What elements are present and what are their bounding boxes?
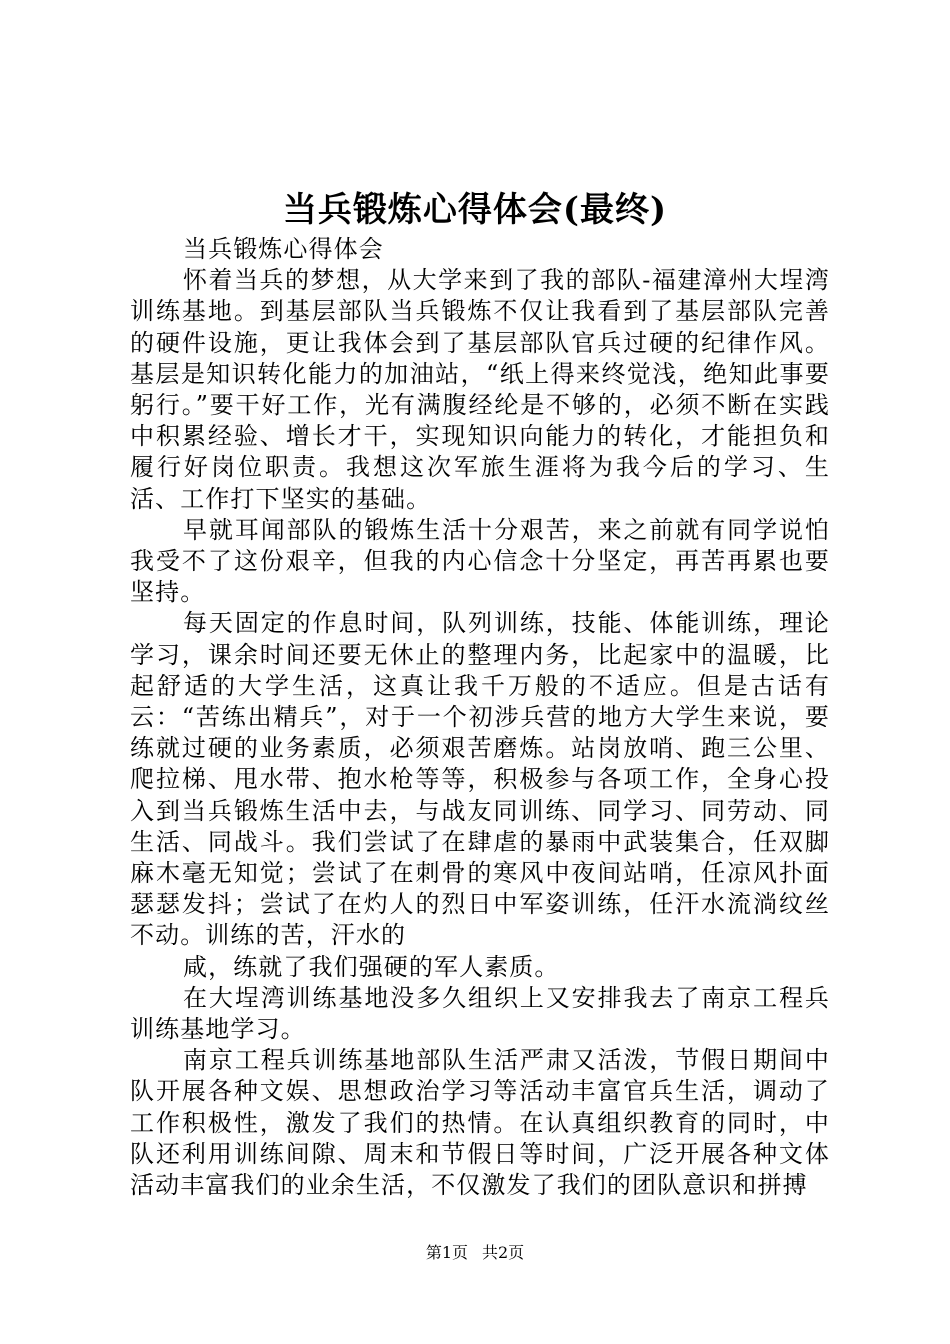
- page-footer: [0, 1241, 950, 1265]
- page-total: 共2页: [482, 1243, 525, 1262]
- paragraph-1: 怀着当兵的梦想，从大学来到了我的部队-福建漳州大埕湾训练基地。到基层部队当兵锻炼不仅让我看到了基层部队完善的硬件设施，更让我体会到了基层部队官兵过硬的纪律作风。基层是知识转化能力的加油站，“纸上得来终觉浅，绝知此事要躬行。”要干好工作，光有满腹经纶是不够的，必须不断在实践中积累经验、增长才干，实现知识向能力的转化，才能担负和履行好岗位职责。我想这次军旅生涯将为我今后的学习、生活、工作打下坚实的基础。: [130, 266, 830, 513]
- paragraph-6: 南京工程兵训练基地部队生活严肃又活泼，节假日期间中队开展各种文娱、思想政治学习等活动丰富官兵生活，调动了工作积极性，激发了我们的热情。在认真组织教育的同时，中队还利用训练间隙、周末和节假日等时间，广泛开展各种文体活动丰富我们的业余生活，不仅激发了我们的团队意识和拼搏: [130, 1046, 830, 1200]
- document-subtitle: 当兵锻炼心得体会: [183, 235, 384, 263]
- paragraph-3: 每天固定的作息时间，队列训练，技能、体能训练，理论学习，课余时间还要无休止的整理内务，比起家中的温暖，比起舒适的大学生活，这真让我千万般的不适应。但是古话有云：“苦练出精兵”，对于一个初涉兵营的地方大学生来说，要练就过硬的业务素质，必须艰苦磨炼。站岗放哨、跑三公里、爬拉梯、甩水带、抱水枪等等，积极参与各项工作，全身心投入到当兵锻炼生活中去，与战友同训练、同学习、同劳动、同生活、同战斗。我们尝试了在肆虐的暴雨中武装集合，任双脚麻木毫无知觉；尝试了在刺骨的寒风中夜间站哨，任凉风扑面瑟瑟发抖；尝试了在灼人的烈日中军姿训练，任汗水流淌纹丝不动。训练的苦，汗水的: [130, 609, 830, 950]
- document-body: [130, 234, 830, 1201]
- paragraph-2: 早就耳闻部队的锻炼生活十分艰苦，来之前就有同学说怕我受不了这份艰辛，但我的内心信念十分坚定，再苦再累也要坚持。: [130, 515, 830, 607]
- document-title: 当兵锻炼心得体会(最终): [282, 190, 668, 230]
- page-number: 第1页: [425, 1243, 468, 1262]
- paragraph-5: 在大埕湾训练基地没多久组织上又安排我去了南京工程兵训练基地学习。: [130, 983, 830, 1044]
- paragraph-4: 咸，练就了我们强硬的军人素质。: [183, 952, 560, 981]
